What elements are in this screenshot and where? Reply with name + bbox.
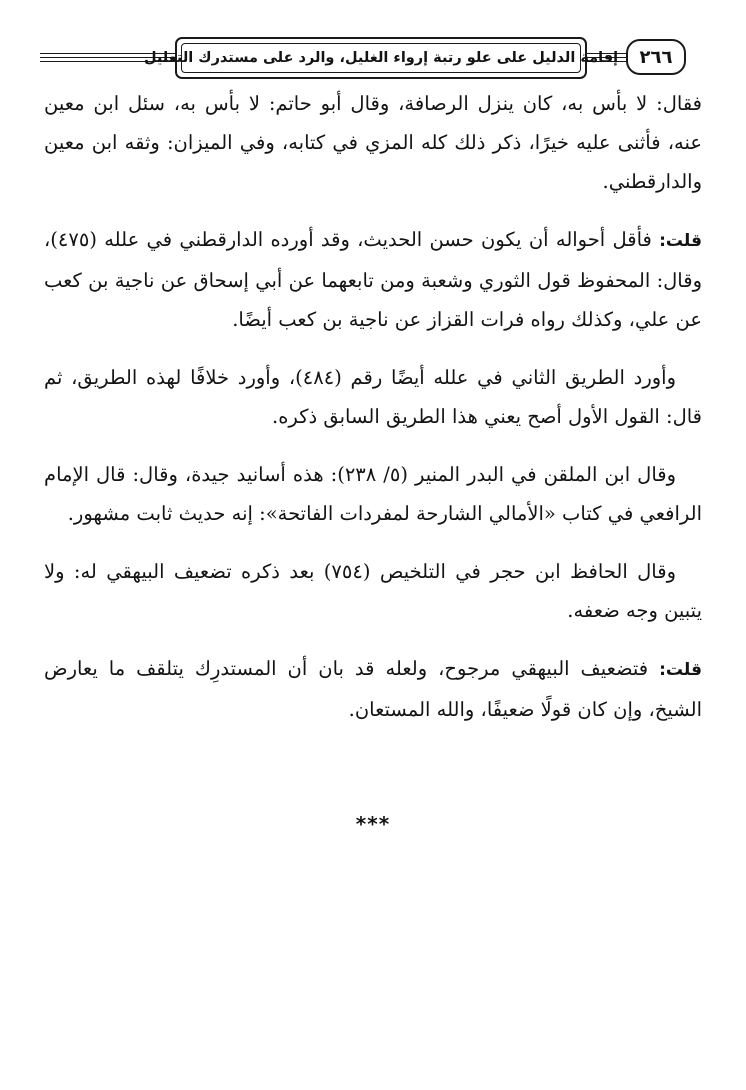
page-number: ٢٦٦ bbox=[626, 39, 686, 75]
paragraph-1-text: فقال: لا بأس به، كان ينزل الرصافة، وقال أبو حاتم: لا بأس به، سئل ابن معين عنه، فأثنى عليه خيرًا، ذكر ذلك كله المزي في كتابه، وفي الميزان: وثقه ابن معين والدارقطني. bbox=[44, 92, 702, 193]
qult-marker: قلت: bbox=[659, 231, 702, 251]
paragraph-3-text: وأورد الطريق الثاني في علله أيضًا رقم (٤٨٤)، وأورد خلافًا لهذه الطريق، ثم قال: القول الأول أصح يعني هذا الطريق السابق ذكره. bbox=[44, 366, 702, 428]
paragraph-3 bbox=[44, 358, 702, 436]
paragraph-2-text: فأقل أحواله أن يكون حسن الحديث، وقد أورده الدارقطني في علله (٤٧٥)، وقال: المحفوظ قول الثوري وشعبة ومن تابعهما عن أبي إسحاق عن ناجية بن كعب عن علي، وكذلك رواه فرات القزاز عن ناجية بن كعب أيضًا. bbox=[44, 228, 702, 331]
qult-marker: قلت: bbox=[659, 660, 702, 680]
paragraph-5 bbox=[44, 552, 702, 630]
paragraph-4-text: وقال ابن الملقن في البدر المنير (٥/ ٢٣٨): هذه أسانيد جيدة، وقال: قال الإمام الرافعي في كتاب «الأمالي الشارحة لمفردات الفاتحة»: إنه حديث ثابت مشهور. bbox=[44, 463, 702, 525]
book-title: إقامة الدليل على علو رتبة إرواء الغليل، والرد على مستدرك التعليل bbox=[181, 43, 581, 73]
section-separator: *** bbox=[355, 812, 391, 836]
paragraph-6-text: فتضعيف البيهقي مرجوح، ولعله قد بان أن المستدرِك يتلقف ما يعارض الشيخ، وإن كان قولًا ضعيفًا، والله المستعان. bbox=[44, 657, 702, 721]
paragraph-5-text: وقال الحافظ ابن حجر في التلخيص (٧٥٤) بعد ذكره تضعيف البيهقي له: ولا يتبين وجه ضعفه. bbox=[44, 560, 702, 622]
page-header bbox=[0, 0, 746, 90]
paragraph-6 bbox=[44, 649, 702, 729]
paragraph-1 bbox=[44, 84, 702, 201]
book-title-frame bbox=[143, 37, 619, 79]
paragraph-4 bbox=[44, 455, 702, 533]
page-body bbox=[44, 84, 702, 748]
paragraph-2 bbox=[44, 220, 702, 339]
